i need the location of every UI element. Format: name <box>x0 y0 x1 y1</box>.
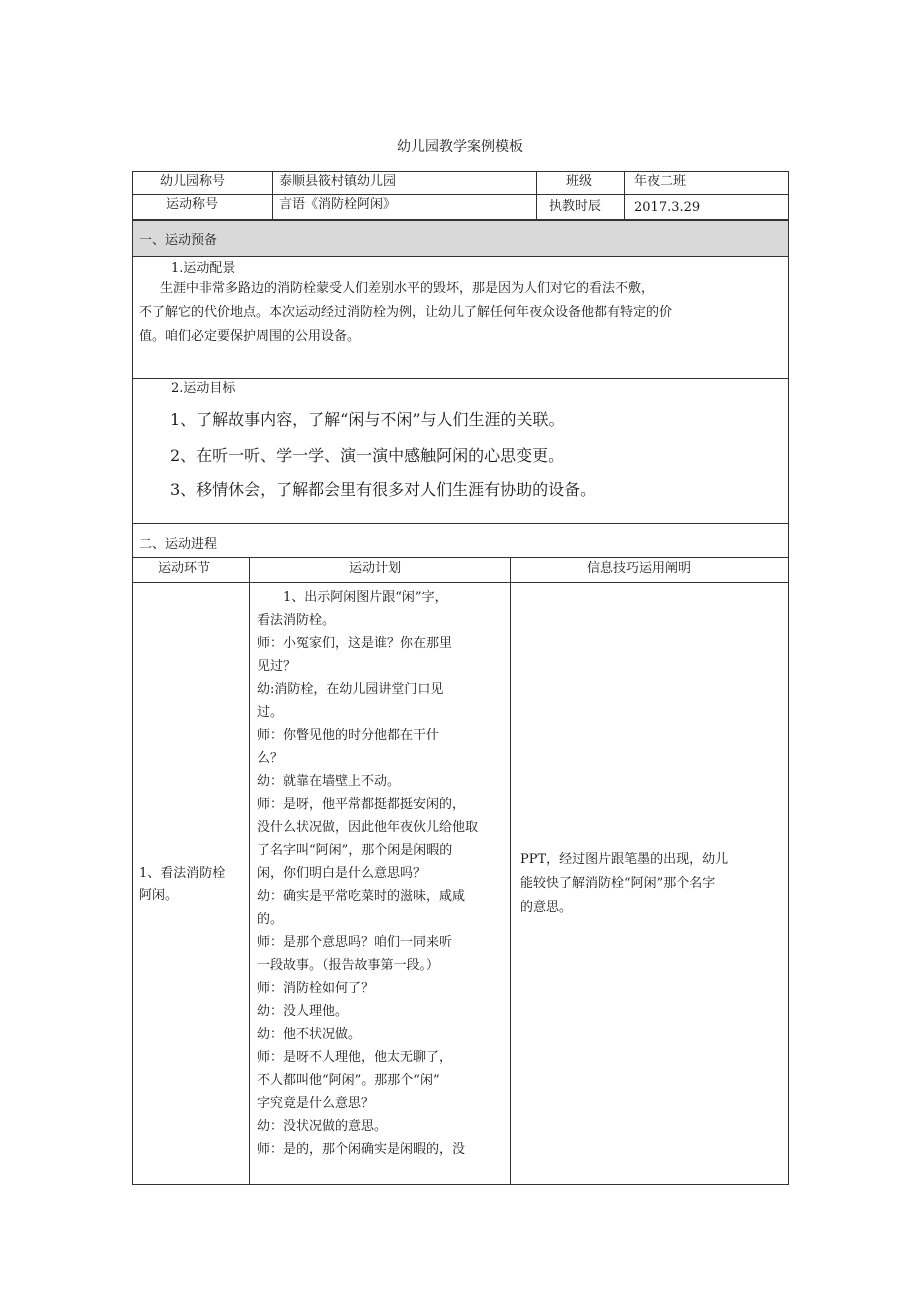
plan-line: 师：小冤家们，这是谁？你在那里 <box>257 636 453 651</box>
plan-line: 1、出示阿闲图片跟“闲”字， <box>257 590 448 605</box>
plan-line: 见过？ <box>257 659 297 674</box>
goal-item: 2、在听一听、学一学、演一演中感触阿闲的心思变更。 <box>170 446 565 465</box>
tech-note-line: 能较快了解消防栓“阿闲”那个名字 <box>520 876 716 891</box>
activity-label: 运动称号 <box>166 197 219 212</box>
plan-line: 看法消防栓。 <box>257 613 336 628</box>
plan-line: 不人都叫他“阿闲”。那那个“闲” <box>257 1073 440 1088</box>
activity-plan <box>257 586 505 1161</box>
background-text-line: 生涯中非常多路边的消防栓蒙受人们差别水平的毁坏，那是因为人们对它的看法不敷， <box>160 281 655 296</box>
tech-note-line: 的意思。 <box>520 900 573 915</box>
plan-line: 师：你瞥见他的时分他都在干什 <box>257 728 440 743</box>
page-title: 幼儿园教学案例模板 <box>397 139 523 155</box>
plan-line: 师：是那个意思吗？咱们一同来听 <box>257 935 453 950</box>
goal-item: 3、移情休会，了解都会里有很多对人们生涯有协助的设备。 <box>170 480 597 499</box>
class-label: 班级 <box>566 174 593 189</box>
class-value: 年夜二班 <box>634 174 687 189</box>
plan-line: 一段故事。（报告故事第一段。） <box>257 958 440 973</box>
col-header-step: 运动环节 <box>158 561 211 576</box>
goals-heading: 2.运动目标 <box>171 381 236 396</box>
plan-line: 过。 <box>257 705 284 720</box>
step-label: 1、看法消防栓 <box>139 866 226 881</box>
plan-line: 师：是呀不人理他，他太无聊了， <box>257 1050 453 1065</box>
plan-line: 师：是呀，他平常都挺都挺安闲的， <box>257 797 466 812</box>
plan-line: 闲，你们明白是什么意思吗？ <box>257 866 427 881</box>
plan-line: 没什么状况做，因此他年夜伙儿给他取 <box>257 820 479 835</box>
plan-line: 幼：确实是平常吃菜时的滋味，咸咸 <box>257 889 466 904</box>
plan-line: 师：消防栓如何了？ <box>257 981 375 996</box>
plan-line: 字究竟是什么意思？ <box>257 1096 375 1111</box>
plan-line: 幼：就靠在墙壁上不动。 <box>257 774 401 789</box>
activity-value: 言语《消防栓阿闲》 <box>279 197 397 212</box>
plan-line: 师：是的，那个闲确实是闲暇的，没 <box>257 1142 466 1157</box>
background-text-line: 值。咱们必定要保护周围的公用设备。 <box>139 329 361 344</box>
step-label: 阿闲。 <box>139 888 179 903</box>
kindergarten-label: 幼儿园称号 <box>160 174 226 189</box>
kindergarten-value: 泰顺县筱村镇幼儿园 <box>279 174 397 189</box>
plan-line: 幼：没人理他。 <box>257 1004 349 1019</box>
background-heading: 1.运动配景 <box>171 261 236 276</box>
time-label: 执教时辰 <box>549 199 602 214</box>
goal-item: 1、了解故事内容，了解“闲与不闲”与人们生涯的关联。 <box>170 410 565 429</box>
plan-line: 幼：没状况做的意思。 <box>257 1119 388 1134</box>
plan-line: 幼:消防栓，在幼儿园讲堂门口见 <box>257 682 444 697</box>
section2-heading: 二、运动进程 <box>139 537 218 552</box>
plan-line: 幼：他不状况做。 <box>257 1027 362 1042</box>
plan-line: 的。 <box>257 912 284 927</box>
plan-line: 么？ <box>257 751 284 766</box>
tech-note-line: PPT，经过图片跟笔墨的出现，幼儿 <box>520 852 729 867</box>
section2-header <box>132 523 789 558</box>
background-text-line: 不了解它的代价地点。本次运动经过消防栓为例，让幼儿了解任何年夜众设备他都有特定的价 <box>139 305 673 320</box>
plan-line: 了名字叫“阿闲”，那个闲是闲暇的 <box>257 843 453 858</box>
col-header-plan: 运动计划 <box>349 561 402 576</box>
col-header-tech: 信息技巧运用阐明 <box>587 561 692 576</box>
time-value: 2017.3.29 <box>634 200 701 215</box>
section1-heading: 一、运动预备 <box>139 233 218 248</box>
section1-header <box>132 220 789 257</box>
